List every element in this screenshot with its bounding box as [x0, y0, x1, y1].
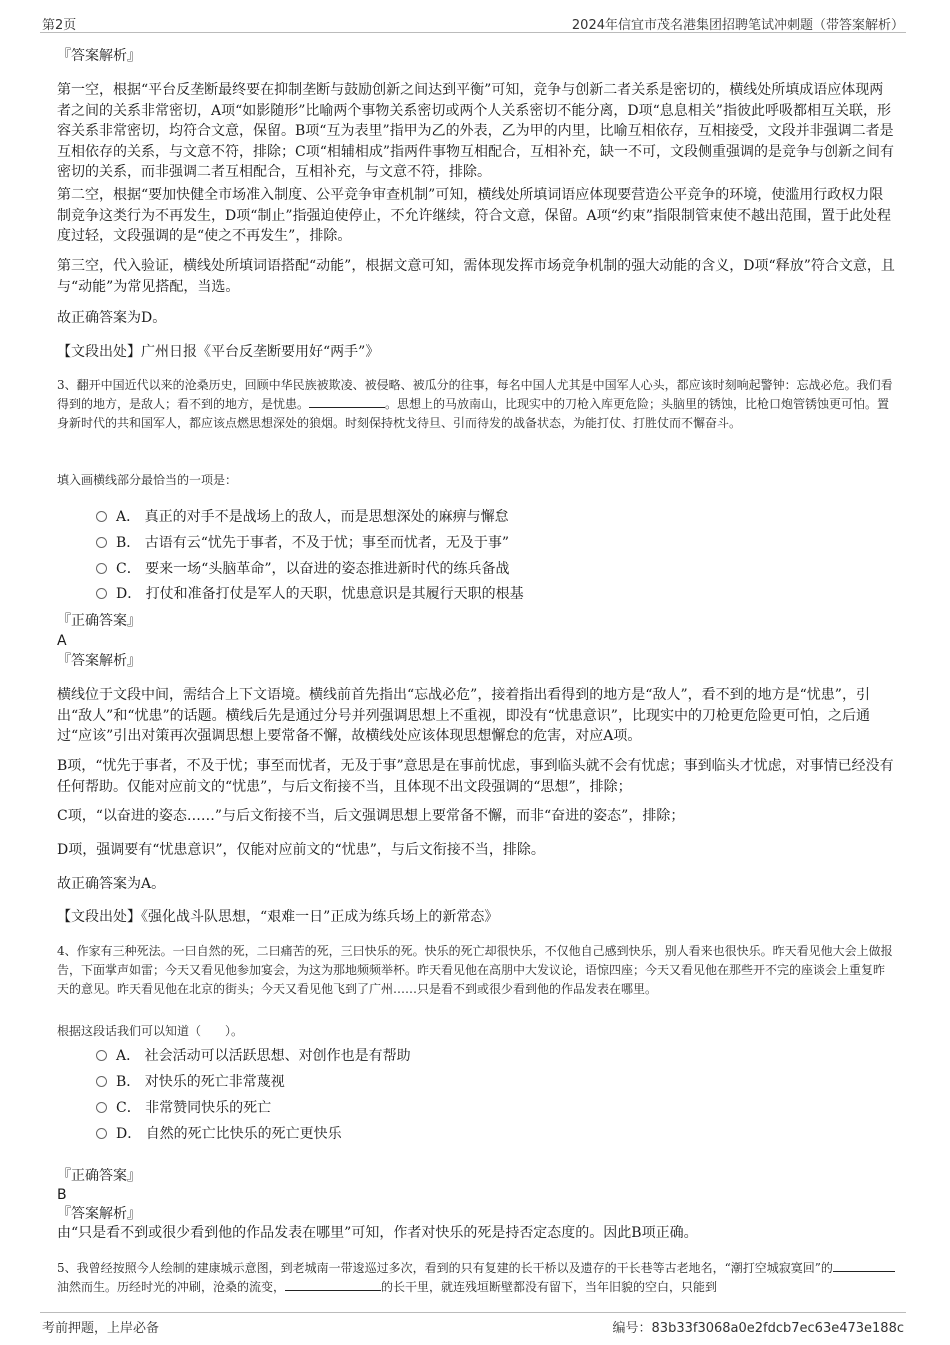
q5-stem-part3: 的长干里，就连残垣断壁都没有留下，当年旧貌的空白，只能到 [381, 1280, 718, 1294]
page-number: 第2页 [42, 18, 77, 33]
radio-icon[interactable] [96, 1128, 107, 1139]
q5-stem [57, 1259, 895, 1297]
option-letter: A． [116, 1048, 141, 1064]
q3-answer: A [57, 633, 67, 649]
q4-option-d[interactable] [96, 1124, 886, 1144]
q3-stem [57, 376, 895, 433]
q2-analysis-para1: 第一空，根据“平台反垄断最终要在抑制垄断与鼓励创新之间达到平衡”可知，竞争与创新二者关系是密切的，横线处所填成语应体现两者之间的关系非常密切，A项“如影随形”比喻两个事物关系密切或两个人关系密切不能分离，D项“息息相关”指彼此呼吸都相互关联，形容关系非常密切，均符合文意，保留。B项“互为表里”指甲为乙的外表，乙为甲的内里，比喻互相依存，互相接受，文段并非强调二者是互相依存的关系，与文意不符，排除；C项“相辅相成”指两件事物互相配合，互相补充，缺一不可，文段侧重强调的是竞争与创新之间有密切的关系，而非强调二者互相配合，互相补充，与文意不符，排除。 [57, 82, 895, 180]
radio-icon[interactable] [96, 511, 107, 522]
q2-analysis-para3: 第三空，代入验证，横线处所填词语搭配“动能”，根据文意可知，需体现发挥市场竞争机制的强大动能的含义，D项“释放”符合文意，且与“动能”为常见搭配，当选。 [57, 258, 895, 295]
q3-analysis-para2: B项，“忧先于事者，不及于忧；事至而忧者，无及于事”意思是在事前忧虑，事到临头就不会有忧虑；事到临头才忧虑，对事情已经没有任何帮助。仅能对应前文的“忧患”，与后文衔接不当，且体现不出文段强调的“思想”，排除； [57, 758, 894, 795]
q3-option-d[interactable] [96, 584, 886, 604]
radio-icon[interactable] [96, 563, 107, 574]
option-text: 对快乐的死亡非常蔑视 [144, 1074, 285, 1090]
radio-icon[interactable] [96, 1050, 107, 1061]
option-letter: B． [116, 1074, 141, 1090]
option-text: 古语有云“忧先于事者，不及于忧；事至而忧者，无及于事” [144, 535, 510, 551]
option-text: 社会活动可以活跃思想、对创作也是有帮助 [144, 1048, 411, 1064]
q3-analysis-para1: 横线位于文段中间，需结合上下文语境。横线前首先指出“忘战必危”，接着指出看得到的地方是“敌人”，看不到的地方是“忧患”，引出“敌人”和“忧患”的话题。横线后先是通过分号并列强调思想上不重视，即没有“忧患意识”，比现实中的刀枪更危险更可怕，之后通过“应该”引出对策再次强调思想上要常备不懈，故横线处应该体现思想懈怠的危害，对应A项。 [57, 687, 870, 744]
q4-option-b[interactable] [96, 1072, 886, 1092]
q5-blank-1 [833, 1259, 895, 1272]
option-letter: A． [116, 509, 141, 525]
page-footer [40, 1312, 906, 1335]
q3-blank [309, 395, 385, 408]
q4-analysis: 由“只是看不到或很少看到他的作品发表在哪里”可知，作者对快乐的死是持否定态度的。因此B项正确。 [57, 1225, 698, 1241]
option-text: 真正的对手不是战场上的敌人，而是思想深处的麻痹与懈怠 [144, 509, 509, 525]
radio-icon[interactable] [96, 537, 107, 548]
document-title: 2024年信宜市茂名港集团招聘笔试冲刺题（带答案解析） [571, 18, 904, 33]
option-letter: C． [116, 1100, 141, 1116]
q4-option-c[interactable] [96, 1098, 886, 1118]
q4-prompt: 根据这段话我们可以知道（ ）。 [57, 1024, 244, 1038]
option-text: 非常赞同快乐的死亡 [145, 1100, 272, 1116]
q4-option-a[interactable] [96, 1046, 886, 1066]
q5-stem-part1: 5、我曾经按照今人绘制的建康城示意图，到老城南一带逡巡过多次，看到的只有复建的长干桥以及遗存的干长巷等古老地名，“潮打空城寂寞回”的 [57, 1261, 833, 1275]
option-text: 自然的死亡比快乐的死亡更快乐 [145, 1126, 342, 1142]
q3-analysis-para3: C项，“以奋进的姿态……”与后文衔接不当，后文强调思想上要常备不懈，而非“奋进的姿态”，排除； [57, 808, 685, 824]
page-header [40, 12, 906, 33]
radio-icon[interactable] [96, 1076, 107, 1087]
q4-answer: B [57, 1187, 67, 1203]
q3-stem-after: 。思想上的马放南山，比现实中的刀枪入库更危险；头脑里的锈蚀，比枪口炮管锈蚀更可怕。置身新时代的共和国军人，都应该点燃思想深处的狼烟。时刻保持枕戈待旦、引而待发的战备状态，为能打仗、打胜仗而不懈奋斗。 [57, 397, 890, 430]
q4-stem: 4、作家有三种死法。一曰自然的死，二曰痛苦的死，三曰快乐的死。快乐的死亡却很快乐，不仅他自己感到快乐，别人看来也很快乐。昨天看见他大会上做报告，下面掌声如雷；今天又看见他参加宴会，为这为那地频频举杯。昨天看见他在高朋中大发议论，语惊四座；今天又看见他在那些开不完的座谈会上重复昨天的意见。昨天看见他在北京的街头；今天又看见他飞到了广州……只是看不到或很少看到他的作品发表在哪里。 [57, 944, 893, 996]
q2-conclusion: 故正确答案为D。 [57, 310, 167, 326]
q3-option-a[interactable] [96, 507, 886, 527]
q3-option-c[interactable] [96, 559, 886, 579]
q3-conclusion: 故正确答案为A。 [57, 876, 166, 892]
option-text: 要来一场“头脑革命”，以奋进的姿态推进新时代的练兵备战 [145, 561, 510, 577]
q5-blank-2 [285, 1278, 381, 1291]
q3-analysis-para4: D项，强调要有“忧患意识”，仅能对应前文的“忧患”，与后文衔接不当，排除。 [57, 842, 545, 858]
q4-answer-label: 『正确答案』 [57, 1168, 141, 1184]
footer-motto: 考前押题，上岸必备 [42, 1321, 160, 1336]
q3-prompt: 填入画横线部分最恰当的一项是： [57, 473, 238, 487]
q2-source: 【文段出处】广州日报《平台反垄断要用好“两手”》 [57, 344, 380, 360]
q3-answer-label: 『正确答案』 [57, 613, 141, 629]
option-text: 打仗和准备打仗是军人的天职，忧患意识是其履行天职的根基 [145, 586, 524, 602]
document-code: 编号：83b33f3068a0e2fdcb7ec63e473e188c [612, 1321, 904, 1336]
q4-analysis-label: 『答案解析』 [57, 1206, 141, 1222]
option-letter: C． [116, 561, 141, 577]
q5-stem-part2: 油然而生。历经时光的冲刷，沧桑的流变， [57, 1280, 286, 1294]
option-letter: B． [116, 535, 141, 551]
q3-source: 【文段出处】《强化战斗队思想，“艰难一日”正成为练兵场上的新常态》 [57, 909, 499, 925]
q2-analysis-para2: 第二空，根据“要加快健全市场准入制度、公平竞争审查机制”可知，横线处所填词语应体现要营造公平竞争的环境，使滥用行政权力限制竞争这类行为不再发生，D项“制止”指强迫使停止，不允许继续，符合文意，保留。A项“约束”指限制管束使不越出范围，置于此处程度过轻，文段强调的是“使之不再发生”，排除。 [57, 187, 891, 244]
radio-icon[interactable] [96, 1102, 107, 1113]
option-letter: D． [116, 586, 142, 602]
q2-analysis-label: 『答案解析』 [57, 48, 141, 64]
option-letter: D． [116, 1126, 142, 1142]
q3-stem-before: 3、翻开中国近代以来的沧桑历史，回顾中华民族被欺凌、被侵略、被瓜分的往事，每名中国人尤其是中国军人心头，都应该时刻响起警钟：忘战必危。我们看得到的地方，是敌人；看不到的地方，是忧患。 [57, 378, 893, 411]
q3-option-b[interactable] [96, 533, 886, 553]
q3-analysis-label: 『答案解析』 [57, 653, 141, 669]
radio-icon[interactable] [96, 588, 107, 599]
